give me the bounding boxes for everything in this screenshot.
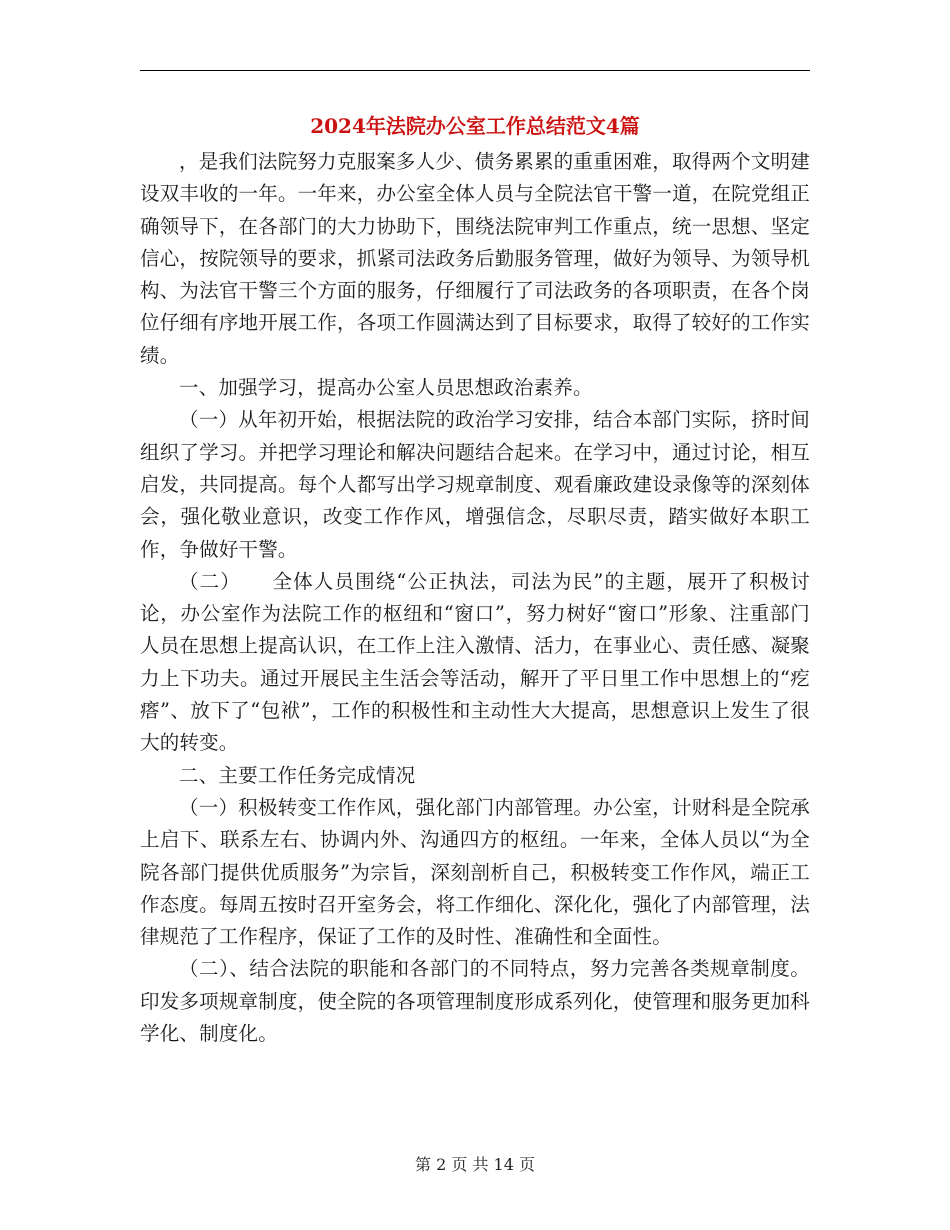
paragraph-2-2: （二）、结合法院的职能和各部门的不同特点，努力完善各类规章制度。印发多项规章制度，使全院的各项管理制度形成系列化，使管理和服务更加科学化、制度化。 bbox=[140, 957, 810, 1046]
page-number: 第 2 页 共 14 页 bbox=[415, 1155, 535, 1174]
paragraph-1-1: （一）从年初开始，根据法院的政治学习安排，结合本部门实际，挤时间组织了学习。并把学习理论和解决问题结合起来。在学习中，通过讨论，相互启发，共同提高。每个人都写出学习规章制度、观看廉政建设录像等的深刻体会，强化敬业意识，改变工作作风，增强信念，尽职尽责，踏实做好本职工作，争做好干警。 bbox=[140, 408, 810, 561]
document-title: 2024年法院办公室工作总结范文4篇 bbox=[310, 114, 640, 138]
paragraph-1-2: （二） 全体人员围绕“公正执法，司法为民”的主题，展开了积极讨论，办公室作为法院工作的枢纽和“窗口”，努力树好“窗口”形象、注重部门人员在思想上提高认识，在工作上注入激情、活力，在事业心、责任感、凝聚力上下功夫。通过开展民主生活会等活动，解开了平日里工作中思想上的“疙瘩”、放下了“包袱”，工作的积极性和主动性大大提高，思想意识上发生了很大的转变。 bbox=[140, 569, 810, 755]
header-rule bbox=[140, 70, 810, 71]
section-heading-2: 二、主要工作任务完成情况 bbox=[179, 763, 416, 787]
paragraph-intro: ，是我们法院努力克服案多人少、债务累累的重重困难，取得两个文明建设双丰收的一年。一年来，办公室全体人员与全院法官干警一道，在院党组正确领导下，在各部门的大力协助下，围绕法院审判工作重点，统一思想、坚定信心，按院领导的要求，抓紧司法政务后勤服务管理，做好为领导、为领导机构、为法官干警三个方面的服务，仔细履行了司法政务的各项职责，在各个岗位仔细有序地开展工作，各项工作圆满达到了目标要求，取得了较好的工作实绩。 bbox=[140, 150, 810, 367]
section-heading-1: 一、加强学习，提高办公室人员思想政治素养。 bbox=[179, 376, 593, 400]
document-body bbox=[140, 146, 810, 1050]
paragraph-2-1: （一）积极转变工作作风，强化部门内部管理。办公室，计财科是全院承上启下、联系左右、协调内外、沟通四方的枢纽。一年来，全体人员以“为全院各部门提供优质服务”为宗旨，深刻剖析自己，积极转变工作作风，端正工作态度。每周五按时召开室务会，将工作细化、深化化，强化了内部管理，法律规范了工作程序，保证了工作的及时性、准确性和全面性。 bbox=[140, 795, 810, 949]
